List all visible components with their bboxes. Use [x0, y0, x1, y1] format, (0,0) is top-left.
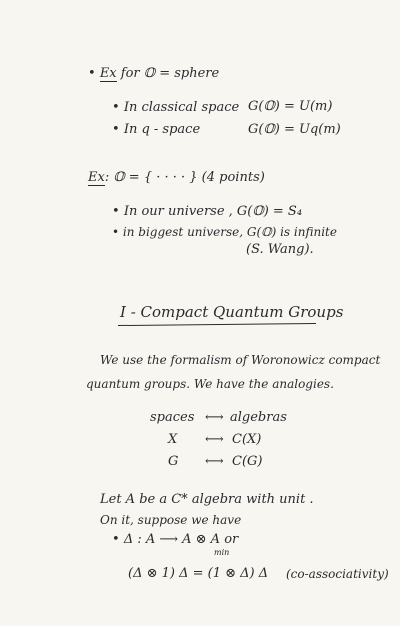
bullet: •	[112, 100, 124, 115]
let-line-1: Let A be a C* algebra with unit .	[100, 492, 314, 507]
analogy-right-2: C(G)	[232, 454, 263, 469]
example-1-heading: Ex	[99, 66, 117, 81]
section-underline	[118, 323, 316, 326]
example-2-heading: Ex	[88, 170, 105, 185]
bullet: •	[112, 122, 124, 137]
analogy-left-0: spaces	[150, 410, 195, 425]
analogy-right-0: algebras	[230, 410, 287, 425]
example-2-line	[88, 170, 265, 186]
example-1-text: for 𝕆 = sphere	[120, 66, 220, 81]
universe-line	[112, 204, 302, 220]
formalism-line-1: We use the formalism of Woronowicz compact	[100, 353, 381, 367]
example-2-text: : 𝕆 = { · · · · } (4 points)	[104, 170, 265, 185]
classical-formula: G(𝕆) = U(m)	[248, 99, 333, 114]
analogy-arrow-0: ⟷	[205, 410, 224, 425]
delta-definition-line	[112, 532, 238, 548]
q-space-formula: G(𝕆) = Uq(m)	[248, 122, 341, 137]
bullet: •	[112, 532, 124, 547]
q-space-line	[112, 122, 200, 138]
min-subscript: min	[214, 548, 230, 557]
bullet: •	[88, 66, 100, 81]
coassociativity-note: (co-associativity)	[286, 567, 389, 581]
coassociativity-formula: (Δ ⊗ 1) Δ = (1 ⊗ Δ) Δ	[128, 566, 269, 581]
biggest-universe-text: in biggest universe, G(𝕆) is infinite	[122, 225, 337, 239]
analogy-right-1: C(X)	[232, 432, 262, 447]
analogy-left-2: G	[168, 454, 179, 469]
q-space-label: In q - space	[123, 122, 201, 137]
formalism-line-2: quantum groups. We have the analogies.	[86, 377, 334, 391]
wang-citation: (S. Wang).	[246, 242, 314, 257]
delta-definition: Δ : A ⟶ A ⊗ A or	[123, 532, 239, 547]
section-title: I - Compact Quantum Groups	[120, 303, 344, 321]
analogy-arrow-2: ⟷	[205, 454, 224, 469]
classical-label: In classical space	[123, 100, 240, 115]
classical-space-line	[112, 100, 239, 116]
let-line-2: On it, suppose we have	[100, 513, 242, 527]
biggest-universe-line	[112, 224, 337, 240]
universe-text: In our universe , G(𝕆) = S₄	[123, 204, 303, 219]
bullet: •	[112, 225, 123, 239]
bullet: •	[112, 204, 124, 219]
analogy-left-1: X	[168, 432, 178, 447]
analogy-arrow-1: ⟷	[205, 432, 224, 447]
example-1-line	[88, 66, 219, 82]
